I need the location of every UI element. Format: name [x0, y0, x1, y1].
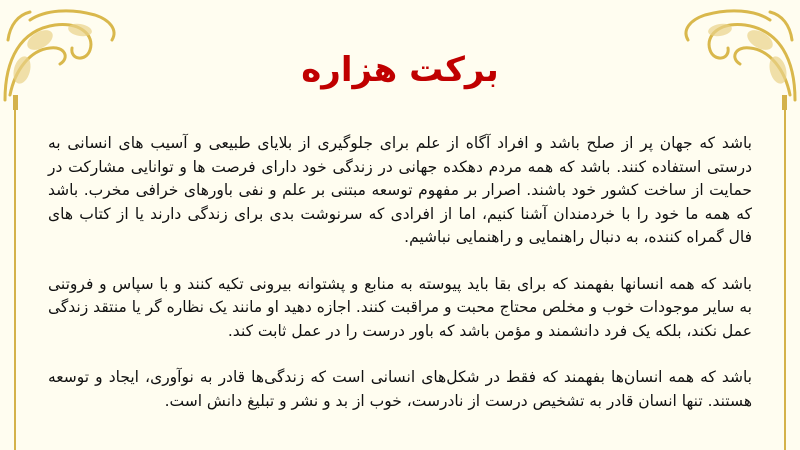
paragraph-1: باشد که جهان پر از صلح باشد و افراد آگاه از علم برای جلوگیری از بلایای طبیعی و آسیب های انسانی به درستی استفاده کنند. باشد که همه مردم دهکده جهانی در زندگی خود دارای فرصت ها و توانایی مشارکت در حمایت از ساخت کشور خود باشند. اصرار بر مفهوم توسعه مبتنی بر علم و نفی باورهای خرافی مخرب. باشد که همه ما خود را با خردمندان آشنا کنیم، اما از افرادی که سرنوشت بدی برای زندگی دارند یا از کتاب های فال گمراه کننده، به دنبال راهنمایی و راهنمایی نباشیم.	[48, 134, 752, 246]
body-text	[48, 132, 752, 436]
paragraph-3: باشد که همه انسان‌ها بفهمند که فقط در شکل‌های انسانی است که زندگی‌ها قادر به نوآوری، ایجاد و توسعه هستند. تنها انسان قادر به تشخیص درست از نادرست، خوب از بد و نشر و تبلیغ دانش است.	[48, 368, 752, 410]
frame-border-left	[14, 95, 16, 450]
page-title: برکت هزاره	[301, 50, 499, 90]
paragraph-2: باشد که همه انسانها بفهمند که برای بقا باید پیوسته به منابع و پشتوانه بیرونی تکیه کنند و با سپاس و فروتنی به سایر موجودات خوب و مخلص محتاج محبت و مراقبت کنند. اجازه دهید او مانند یک نظاره گر یا منتقد زندگی عمل نکند، بلکه یک فرد دانشمند و مؤمن باشد که باور درست را در عمل ثابت کند.	[48, 274, 752, 340]
frame-border-right	[784, 95, 786, 450]
